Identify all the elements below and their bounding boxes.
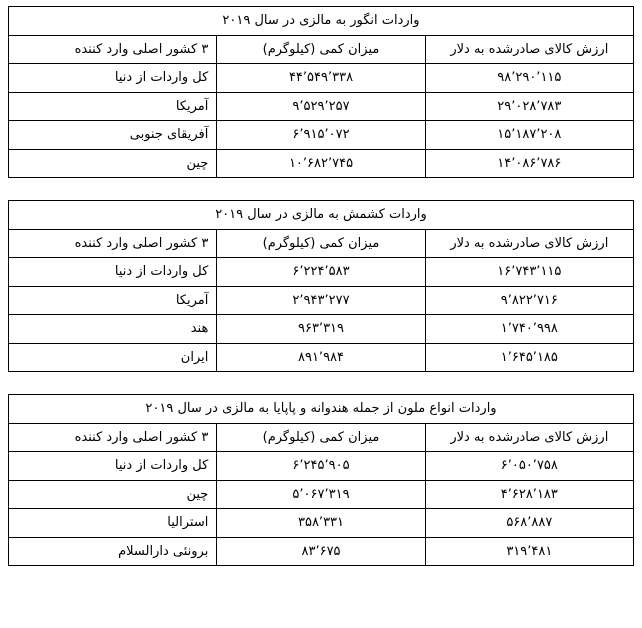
- cell-country: آفریقای جنوبی: [9, 121, 217, 150]
- table-row: [9, 121, 634, 150]
- cell-value: ۱۴٬۰۸۶٬۷۸۶: [425, 149, 633, 178]
- cell-country: کل واردات از دنیا: [9, 258, 217, 287]
- cell-quantity: ۶٬۹۱۵٬۰۷۲: [217, 121, 425, 150]
- cell-quantity: ۶٬۲۲۴٬۵۸۳: [217, 258, 425, 287]
- grape-imports-table: [8, 6, 634, 178]
- table-title-row: [9, 395, 634, 424]
- table-title: واردات انواع ملون از جمله هندوانه و پاپایا به مالزی در سال ۲۰۱۹: [9, 395, 634, 424]
- raisin-imports-table: [8, 200, 634, 372]
- column-header-value: ارزش کالای صادرشده به دلار: [425, 229, 633, 258]
- cell-quantity: ۵٬۰۶۷٬۳۱۹: [217, 480, 425, 509]
- table-row: [9, 537, 634, 566]
- cell-quantity: ۱۰٬۶۸۲٬۷۴۵: [217, 149, 425, 178]
- table-title-row: [9, 201, 634, 230]
- cell-country: آمریکا: [9, 92, 217, 121]
- cell-value: ۴٬۶۲۸٬۱۸۳: [425, 480, 633, 509]
- column-header-quantity: میزان کمی (کیلوگرم): [217, 229, 425, 258]
- table-row: [9, 343, 634, 372]
- column-header-country: ۳ کشور اصلی وارد کننده: [9, 229, 217, 258]
- cell-quantity: ۶٬۲۴۵٬۹۰۵: [217, 452, 425, 481]
- column-header-value: ارزش کالای صادرشده به دلار: [425, 35, 633, 64]
- table-row: [9, 452, 634, 481]
- cell-quantity: ۹٬۵۲۹٬۲۵۷: [217, 92, 425, 121]
- cell-value: ۵۶۸٬۸۸۷: [425, 509, 633, 538]
- cell-country: چین: [9, 480, 217, 509]
- table-header-row: [9, 229, 634, 258]
- cell-value: ۱٬۶۴۵٬۱۸۵: [425, 343, 633, 372]
- cell-quantity: ۲٬۹۴۳٬۲۷۷: [217, 286, 425, 315]
- cell-quantity: ۳۵۸٬۳۳۱: [217, 509, 425, 538]
- column-header-country: ۳ کشور اصلی وارد کننده: [9, 423, 217, 452]
- cell-value: ۱٬۷۴۰٬۹۹۸: [425, 315, 633, 344]
- cell-value: ۶٬۰۵۰٬۷۵۸: [425, 452, 633, 481]
- melon-imports-table: [8, 394, 634, 566]
- column-header-value: ارزش کالای صادرشده به دلار: [425, 423, 633, 452]
- table-row: [9, 315, 634, 344]
- column-header-quantity: میزان کمی (کیلوگرم): [217, 423, 425, 452]
- cell-value: ۲۹٬۰۲۸٬۷۸۳: [425, 92, 633, 121]
- cell-value: ۱۶٬۷۴۳٬۱۱۵: [425, 258, 633, 287]
- cell-quantity: ۸۹۱٬۹۸۴: [217, 343, 425, 372]
- cell-country: استرالیا: [9, 509, 217, 538]
- table-title-row: [9, 7, 634, 36]
- table-row: [9, 92, 634, 121]
- cell-country: هند: [9, 315, 217, 344]
- cell-quantity: ۴۴٬۵۴۹٬۳۳۸: [217, 64, 425, 93]
- cell-country: کل واردات از دنیا: [9, 452, 217, 481]
- cell-value: ۱۵٬۱۸۷٬۲۰۸: [425, 121, 633, 150]
- cell-quantity: ۹۶۳٬۳۱۹: [217, 315, 425, 344]
- cell-country: کل واردات از دنیا: [9, 64, 217, 93]
- column-header-quantity: میزان کمی (کیلوگرم): [217, 35, 425, 64]
- table-header-row: [9, 423, 634, 452]
- table-row: [9, 286, 634, 315]
- cell-value: ۳۱۹٬۴۸۱: [425, 537, 633, 566]
- table-title: واردات انگور به مالزی در سال ۲۰۱۹: [9, 7, 634, 36]
- table-row: [9, 480, 634, 509]
- cell-value: ۹۸٬۲۹۰٬۱۱۵: [425, 64, 633, 93]
- table-row: [9, 64, 634, 93]
- cell-country: برونئی دارالسلام: [9, 537, 217, 566]
- table-row: [9, 509, 634, 538]
- cell-value: ۹٬۸۲۲٬۷۱۶: [425, 286, 633, 315]
- cell-country: ایران: [9, 343, 217, 372]
- table-header-row: [9, 35, 634, 64]
- cell-country: چین: [9, 149, 217, 178]
- cell-quantity: ۸۳٬۶۷۵: [217, 537, 425, 566]
- cell-country: آمریکا: [9, 286, 217, 315]
- table-row: [9, 149, 634, 178]
- table-title: واردات کشمش به مالزی در سال ۲۰۱۹: [9, 201, 634, 230]
- column-header-country: ۳ کشور اصلی وارد کننده: [9, 35, 217, 64]
- table-row: [9, 258, 634, 287]
